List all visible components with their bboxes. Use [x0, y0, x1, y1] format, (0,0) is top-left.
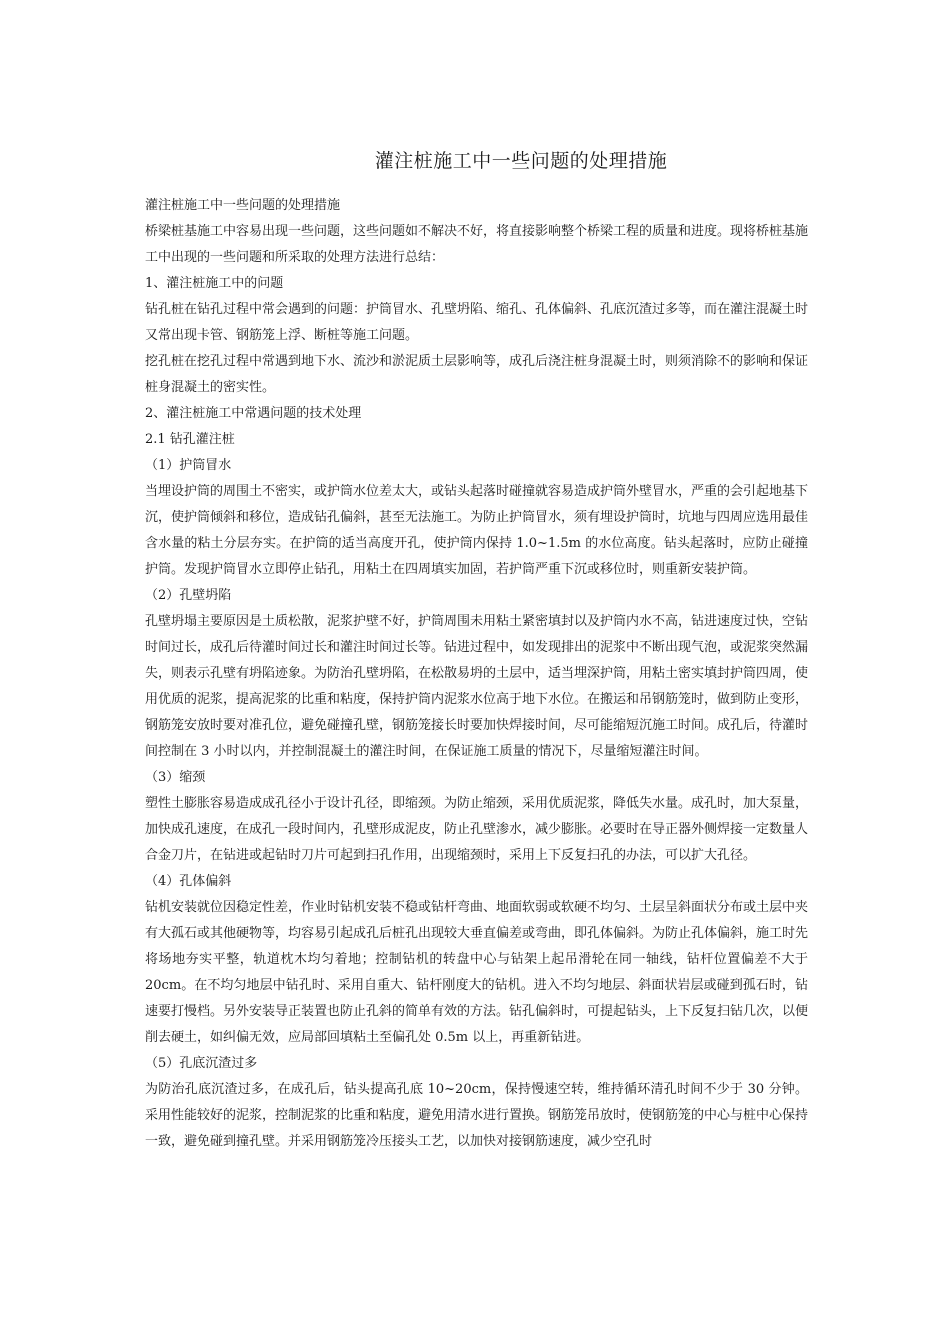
document-title: 灌注桩施工中一些问题的处理措施: [374, 150, 668, 172]
section-heading: 2.1 钻孔灌注桩: [145, 432, 235, 447]
section-heading: （1）护筒冒水: [145, 458, 232, 473]
body-paragraph: 孔壁坍塌主要原因是土质松散，泥浆护壁不好，护筒周围未用粘土紧密填封以及护筒内水不高，钻进速度过快，空钻时间过长，成孔后待灌时间过长和灌注时间过长等。钻进过程中，如发现排出的泥浆中不断出现气泡，或泥浆突然漏失，则表示孔壁有坍陷迹象。为防治孔壁坍陷，在松散易坍的土层中，适当埋深护筒，用粘土密实填封护筒四周，使用优质的泥浆，提高泥浆的比重和粘度，保持护筒内泥浆水位高于地下水位。在搬运和吊钢筋笼时，做到防止变形，钢筋笼安放时要对准孔位，避免碰撞孔壁，钢筋笼接长时要加快焊接时间，尽可能缩短沉施工时间。成孔后，待灌时间控制在 3 小时以内，并控制混凝土的灌注时间，在保证施工质量的情况下，尽量缩短灌注时间。: [145, 614, 809, 759]
body-paragraph: 当埋设护筒的周围土不密实，或护筒水位差太大，或钻头起落时碰撞就容易造成护筒外壁冒水，严重的会引起地基下沉，使护筒倾斜和移位，造成钻孔偏斜，甚至无法施工。为防止护筒冒水，须有埋设护筒时，坑地与四周应选用最佳含水量的粘土分层夯实。在护筒的适当高度开孔，使护筒内保持 1.0~1.5m 的水位高度。钻头起落时，应防止碰撞护筒。发现护筒冒水立即停止钻孔，用粘土在四周填实加固，若护筒严重下沉或移位时，则重新安装护筒。: [145, 484, 809, 577]
section-heading: 2、灌注桩施工中常遇问题的技术处理: [145, 406, 362, 421]
section-heading: （3）缩颈: [145, 770, 206, 785]
section-heading: 1、灌注桩施工中的问题: [145, 276, 284, 291]
section-heading: 灌注桩施工中一些问题的处理措施: [145, 198, 341, 213]
section-heading: （4）孔体偏斜: [145, 874, 232, 889]
document-body: [145, 193, 808, 1155]
section-heading: （5）孔底沉渣过多: [145, 1056, 258, 1071]
body-paragraph: 塑性土膨胀容易造成成孔径小于设计孔径，即缩颈。为防止缩颈，采用优质泥浆，降低失水量。成孔时，加大泵量，加快成孔速度，在成孔一段时间内，孔壁形成泥皮，防止孔壁渗水，减少膨胀。必要时在导正器外侧焊接一定数量人合金刀片，在钻进或起钻时刀片可起到扫孔作用，出现缩颈时，采用上下反复扫孔的办法，可以扩大孔径。: [145, 796, 809, 863]
body-paragraph: 钻机安装就位因稳定性差，作业时钻机安装不稳或钻杆弯曲、地面软弱或软硬不均匀、土层呈斜面状分布或土层中夹有大孤石或其他硬物等，均容易引起成孔后桩孔出现较大垂直偏差或弯曲，即孔体偏斜。为防止孔体偏斜，施工时先将场地夯实平整，轨道枕木均匀着地；控制钻机的转盘中心与钻架上起吊滑轮在同一轴线，钻杆位置偏差不大于 20cm。在不均匀地层中钻孔时、采用自重大、钻杆刚度大的钻机。进入不均匀地层、斜面状岩层或碰到孤石时，钻速要打慢档。另外安装导正装置也防止孔斜的简单有效的方法。钻孔偏斜时，可提起钻头，上下反复扫钻几次，以便削去硬土，如纠偏无效，应局部回填粘土至偏孔处 0.5m 以上，再重新钻进。: [145, 900, 809, 1045]
section-heading: （2）孔壁坍陷: [145, 588, 232, 603]
body-paragraph: 桥梁桩基施工中容易出现一些问题，这些问题如不解决不好，将直接影响整个桥梁工程的质量和进度。现将桥桩基施工中出现的一些问题和所采取的处理方法进行总结：: [145, 224, 809, 265]
body-paragraph: 钻孔桩在钻孔过程中常会遇到的问题：护筒冒水、孔壁坍陷、缩孔、孔体偏斜、孔底沉渣过多等，而在灌注混凝土时又常出现卡管、钢筋笼上浮、断桩等施工问题。: [145, 302, 809, 343]
body-paragraph: 为防治孔底沉渣过多，在成孔后，钻头提高孔底 10~20cm，保持慢速空转，维持循环清孔时间不少于 30 分钟。采用性能较好的泥浆，控制泥浆的比重和粘度，避免用清水进行置换。钢筋笼吊放时，使钢筋笼的中心与桩中心保持一致，避免碰到撞孔壁。并采用钢筋笼冷压接头工艺，以加快对接钢筋速度，减少空孔时: [145, 1082, 809, 1149]
body-paragraph: 挖孔桩在挖孔过程中常遇到地下水、流沙和淤泥质土层影响等，成孔后浇注桩身混凝土时，则须消除不的影响和保证桩身混凝土的密实性。: [145, 354, 809, 395]
